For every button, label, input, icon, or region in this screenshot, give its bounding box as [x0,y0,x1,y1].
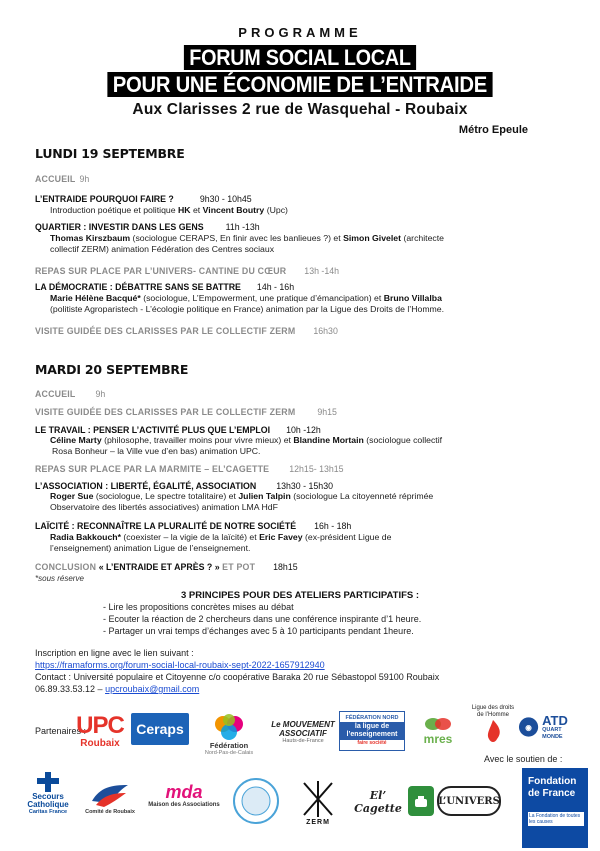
principle-item: - Ecouter la réaction de 2 chercheurs dans une conférence inspirante d’1 heure. [103,614,422,624]
title-line-1: FORUM SOCIAL LOCAL [184,45,416,70]
tuesday-session1-title: LE TRAVAIL : PENSER L’ACTIVITÉ PLUS QUE L’EMPLOI [35,425,271,435]
mres-logo: mres [414,711,462,751]
tuesday-visite [35,406,582,418]
tuesday-session2-title: L’ASSOCIATION : LIBERTÉ, ÉGALITÉ, ASSOCIATION [35,481,257,491]
tuesday-repas-time: 12h15- 13h15 [289,464,344,474]
venue: Aux Clarisses 2 rue de Wasquehal - Roubaix [132,101,468,118]
footnote-sous-reserve: *sous réserve [35,574,84,583]
monday-repas [35,265,582,277]
title-banner-1-wrap [0,45,600,70]
monday-session1-time: 9h30 - 10h45 [199,194,252,204]
monday-session3-desc: Marie Hélène Bacqué* (sociologue, L’Empowerment, une pratique d’émancipation) et Bruno Villalba (politiste Agroparistech - L’écologie politique en France) animation par la Ligue des Droits de l’Homme. [50,293,445,315]
atd-logo: ◉ ATD QUART MONDE [518,712,582,742]
monday-session1-desc: Introduction poétique et politique HK et Vincent Boutry (Upc) [50,205,288,215]
monday-session2-desc: Thomas Kirszbaum (sociologue CERAPS, En finir avec les banlieues ?) et Simon Givelet (architecte collectif ZERM) animation Fédération des Centres sociaux [50,233,445,255]
globe-icon [231,776,281,826]
mouvement-associatif-logo: Le MOUVEMENT ASSOCIATIF Hauts-de-France [271,720,335,744]
contact-phone-row [35,684,199,696]
federation-flower-icon [211,712,247,742]
monday-session3-title: LA DÉMOCRATIE : DÉBATTRE SANS SE BATTRE [35,282,241,292]
monday-repas-label: REPAS SUR PLACE PAR L’UNIVERS- CANTINE DU CŒUR [35,266,287,276]
day-heading-monday: LUNDI 19 SEPTEMBRE [35,146,185,161]
tuesday-session3-time: 16h - 18h [314,521,352,531]
day-heading-tuesday: MARDI 20 SEPTEMBRE [35,362,189,377]
monday-session3-title-row [35,281,582,293]
monday-session1-title: L’ENTRAIDE POURQUOI FAIRE ? [35,194,174,204]
inscription-link-row [35,660,325,672]
secours-populaire-logo: Comité de Roubaix [82,773,138,823]
conclusion-title: « L’ENTRAIDE ET APRÈS ? » [98,562,220,572]
monday-visite-label: VISITE GUIDÉE DES CLARISSES PAR LE COLLECTIF ZERM [35,326,296,336]
monday-session3-time: 14h - 16h [256,282,295,292]
ceraps-logo: Ceraps [131,713,189,745]
elcagette-logo: El’ Cagette [354,789,402,815]
tuesday-session2-time: 13h30 - 15h30 [276,481,333,491]
tuesday-session1-desc: Céline Marty (philosophe, travailler moins pour vivre mieux) et Blandine Mortain (sociologue collectif Rosa Bonheur – la Ville vue d’en bas) animation UPC. [50,435,443,457]
ldh-flame-icon [482,719,504,745]
zerm-star-icon [300,779,336,819]
tuesday-repas-label: REPAS SUR PLACE PAR LA MARMITE – EL’CAGETTE [35,464,270,474]
federation-centres-logo: Fédération Nord-Pas-de-Calais [199,708,259,760]
monday-session1-title-row [35,193,582,205]
mda-logo: mda Maison des Associations [148,782,220,808]
upc-logo: UPC Roubaix [76,711,124,749]
tuesday-session3-desc: Radia Bakkouch* (coexister – la vigie de la laïcité) et Eric Favey (ex-président Ligue de l’enseignement) animation Ligue de l’enseignement. [50,532,392,554]
monday-session2-time: 11h -13h [225,222,260,232]
tuesday-session3-title-row [35,520,582,532]
monday-accueil [35,173,582,185]
monday-visite [35,325,582,337]
tuesday-repas [35,463,582,475]
conclusion-time: 18h15 [273,562,298,572]
support-label: Avec le soutien de : [484,754,563,764]
monday-accueil-time: 9h [79,174,90,184]
secours-catholique-logo: Secours Catholique Caritas France [20,765,76,821]
globe-logo [226,773,286,829]
partners-label: Partenaires : [35,726,87,736]
svg-text:◉: ◉ [525,722,532,732]
pot-icon [412,792,430,810]
principles-title: 3 PRINCIPES POUR DES ATELIERS PARTICIPATIFS : [180,590,420,601]
marmite-logo [408,786,434,816]
contact-line: Contact : Université populaire et Citoyenne c/o coopérative Baraka 20 rue Sébastopol 59100 Roubaix [35,672,440,682]
zerm-logo: ZERM [290,770,346,834]
tuesday-visite-time: 9h15 [317,407,337,417]
monday-session2-title: QUARTIER : INVESTIR DANS LES GENS [35,222,204,232]
univers-logo: L’UNIVERS [437,786,501,816]
inscription-label: Inscription en ligne avec le lien suivant : [35,648,194,658]
tuesday-visite-label: VISITE GUIDÉE DES CLARISSES PAR LE COLLECTIF ZERM [35,407,296,417]
bird-hand-icon [88,781,132,809]
inscription-link[interactable]: https://framaforms.org/forum-social-local-roubaix-sept-2022-1657912940 [35,660,325,670]
contact-phone: 06.89.33.53.12 – [35,684,106,694]
atd-circle-icon [518,716,539,738]
ligue-enseignement-logo: FÉDÉRATION NORD la ligue de l’enseignement faire société [339,711,405,751]
contact-email-link[interactable]: upcroubaix@gmail.com [105,684,200,694]
principle-item: - Partager un vrai temps d’échanges avec 5 à 10 participants pendant 1heure. [103,626,414,636]
monday-accueil-label: ACCUEIL [35,174,76,184]
monday-session2-title-row [35,221,582,233]
fondation-de-france-logo: Fondation de France La Fondation de toutes les causes [522,768,588,848]
programme-label: PROGRAMME [238,25,362,40]
secours-cross-icon [33,771,63,793]
tuesday-accueil-time: 9h [95,389,106,399]
tuesday-conclusion [35,561,582,573]
tuesday-session3-title: LAÏCITÉ : RECONNAÎTRE LA PLURALITÉ DE NOTRE SOCIÉTÉ [35,521,297,531]
conclusion-suffix: ET POT [222,562,256,572]
monday-repas-time: 13h -14h [304,266,340,276]
tuesday-accueil-label: ACCUEIL [35,389,76,399]
tuesday-session2-desc: Roger Sue (sociologue, Le spectre totalitaire) et Julien Talpin (sociologue La citoyenneté réprimée Observatoire des libertés associatives) animation LMA HdF [50,491,434,513]
conclusion-label: CONCLUSION [35,562,97,572]
mres-leaf-icon [423,716,453,732]
tuesday-session1-time: 10h -12h [286,425,321,435]
title-line-2: POUR UNE ÉCONOMIE DE L’ENTRAIDE [108,72,493,97]
metro: Métro Epeule [458,124,528,136]
ldh-logo: Ligue des droits de l’Homme [470,697,516,753]
title-banner-2-wrap [0,72,600,97]
tuesday-accueil [35,388,582,400]
monday-visite-time: 16h30 [313,326,338,336]
principle-item: - Lire les propositions concrètes mises au débat [103,602,294,612]
